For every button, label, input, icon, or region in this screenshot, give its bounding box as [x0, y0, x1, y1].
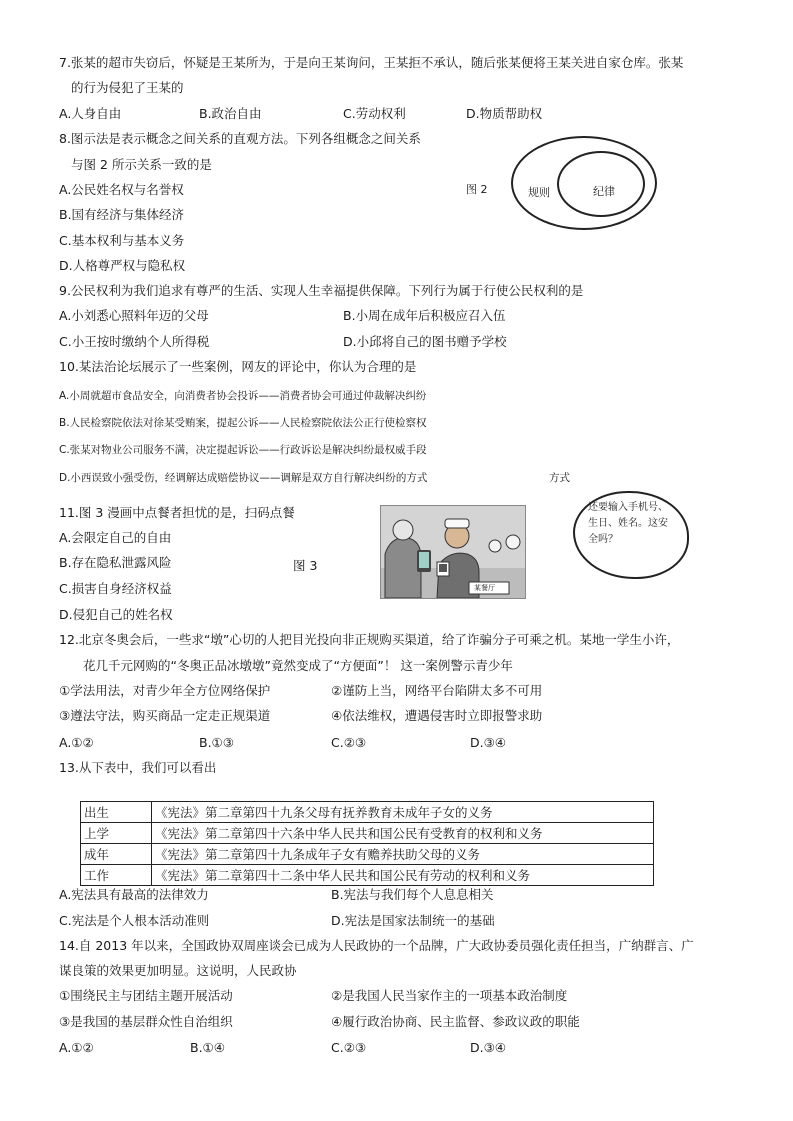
q14-item-1: ①围绕民主与团结主题开展活动	[59, 988, 233, 1003]
q14-stem-line1: 14.自 2013 年以来，全国政协双周座谈会已成为人民政协的一个品牌，广大政协委员强化责任担当，广纳群言、广	[59, 938, 694, 953]
q9-option-c: C.小王按时缴纳个人所得税	[59, 334, 210, 349]
q7-option-d: D.物质帮助权	[466, 106, 543, 121]
table-cell-article: 《宪法》第二章第四十九条成年子女有赡养扶助父母的义务	[152, 844, 654, 865]
q9-option-a: A.小刘悉心照料年迈的父母	[59, 308, 209, 323]
q12-option-b: B.①③	[199, 735, 234, 750]
table-cell-stage: 上学	[81, 823, 152, 844]
q13-stem: 13.从下表中，我们可以看出	[59, 760, 217, 775]
q14-item-2: ②是我国人民当家作主的一项基本政治制度	[331, 988, 568, 1003]
q7-option-a: A.人身自由	[59, 106, 122, 121]
q14-item-4: ④履行政治协商、民主监督、参政议政的职能	[331, 1014, 580, 1029]
q12-item-1: ①学法用法，对青少年全方位网络保护	[59, 683, 271, 698]
q12-stem-line2: 花几千元网购的“冬奥正品冰墩墩”竟然变成了“方便面”！ 这一案例警示青少年	[83, 658, 513, 673]
q9-option-b: B.小周在成年后积极应召入伍	[343, 308, 506, 323]
q10-stem: 10.某法治论坛展示了一些案例，网友的评论中，你认为合理的是	[59, 359, 417, 374]
q8-option-c: C.基本权利与基本义务	[59, 233, 185, 248]
table-cell-stage: 成年	[81, 844, 152, 865]
q11-option-b: B.存在隐私泄露风险	[59, 555, 172, 570]
figure-2-outer-label: 规则	[528, 186, 550, 199]
q12-option-d: D.③④	[470, 735, 507, 750]
q14-stem-line2: 谋良策的效果更加明显。这说明，人民政协	[59, 963, 297, 978]
q14-item-3: ③是我国的基层群众性自治组织	[59, 1014, 233, 1029]
q8-option-a: A.公民姓名权与名誉权	[59, 182, 184, 197]
figure-3-cartoon	[380, 505, 526, 599]
q11-option-c: C.损害自身经济权益	[59, 581, 172, 596]
q8-option-d: D.人格尊严权与隐私权	[59, 258, 186, 273]
q14-option-c: C.②③	[331, 1040, 367, 1055]
q7-stem-line1: 7.张某的超市失窃后，怀疑是王某所为，于是向王某询问，王某拒不承认，随后张某便将王某关进自家仓库。张某	[59, 55, 684, 70]
table-cell-stage: 出生	[81, 802, 152, 823]
cartoon-illustration	[381, 506, 525, 598]
q9-stem: 9.公民权利为我们追求有尊严的生活、实现人生幸福提供保障。下列行为属于行使公民权利的是	[59, 283, 584, 298]
q13-option-d: D.宪法是国家法制统一的基础	[331, 913, 495, 928]
q10-option-a: A.小周就超市食品安全，向消费者协会投诉——消费者协会可通过仲裁解决纠纷	[59, 390, 427, 402]
q13-option-b: B.宪法与我们每个人息息相关	[331, 887, 494, 902]
q11-option-a: A.会限定自己的自由	[59, 530, 172, 545]
q12-item-4: ④依法维权，遭遇侵害时立即报警求助	[331, 708, 543, 723]
q7-option-b: B.政治自由	[199, 106, 262, 121]
q13-option-a: A.宪法具有最高的法律效力	[59, 887, 209, 902]
q8-stem-line1: 8.图示法是表示概念之间关系的直观方法。下列各组概念之间关系	[59, 131, 421, 146]
table-row	[81, 844, 654, 865]
q10-option-b: B.人民检察院依法对徐某受贿案，提起公诉——人民检察院依法公正行使检察权	[59, 417, 427, 429]
q14-option-b: B.①④	[190, 1040, 225, 1055]
q7-stem-line2: 的行为侵犯了王某的	[71, 80, 184, 95]
table-row	[81, 865, 654, 886]
q7-option-c: C.劳动权利	[343, 106, 406, 121]
q10-option-c: C.张某对物业公司服务不满，决定提起诉讼——行政诉讼是解决纠纷最权威手段	[59, 444, 427, 456]
q8-option-b: B.国有经济与集体经济	[59, 207, 185, 222]
table-cell-stage: 工作	[81, 865, 152, 886]
cartoon-sign: 某餐厅	[474, 584, 495, 592]
table-row	[81, 802, 654, 823]
q14-option-a: A.①②	[59, 1040, 94, 1055]
q10-overflow-text: 方式	[549, 472, 570, 484]
table-cell-article: 《宪法》第二章第四十九条父母有抚养教育未成年子女的义务	[152, 802, 654, 823]
q10-option-d: D.小西误致小强受伤，经调解达成赔偿协议——调解是双方自行解决纠纷的方式	[59, 472, 428, 484]
q14-option-d: D.③④	[470, 1040, 507, 1055]
figure-2-inner-label: 纪律	[593, 185, 615, 198]
figure-2-label: 图 2	[466, 183, 488, 196]
q8-stem-line2: 与图 2 所示关系一致的是	[71, 157, 212, 172]
figure-3-label: 图 3	[293, 558, 318, 573]
q11-stem: 11.图 3 漫画中点餐者担忧的是，扫码点餐	[59, 505, 295, 520]
q12-stem-line1: 12.北京冬奥会后，一些求“墩”心切的人把目光投向非正规购买渠道，给了诈骗分子可乘之机。某地一学生小许，	[59, 632, 680, 647]
q12-option-c: C.②③	[331, 735, 367, 750]
q13-table	[80, 801, 654, 886]
q12-option-a: A.①②	[59, 735, 94, 750]
q13-option-c: C.宪法是个人根本活动准则	[59, 913, 210, 928]
q12-item-3: ③遵法守法，购买商品一定走正规渠道	[59, 708, 271, 723]
table-cell-article: 《宪法》第二章第四十六条中华人民共和国公民有受教育的权利和义务	[152, 823, 654, 844]
table-cell-article: 《宪法》第二章第四十二条中华人民共和国公民有劳动的权利和义务	[152, 865, 654, 886]
q9-option-d: D.小邱将自己的图书赠予学校	[343, 334, 507, 349]
table-row	[81, 823, 654, 844]
q12-item-2: ②谨防上当，网络平台陷阱太多不可用	[331, 683, 543, 698]
speech-bubble-text: 还要输入手机号、生日、姓名。这安全吗？	[588, 502, 668, 545]
q11-option-d: D.侵犯自己的姓名权	[59, 607, 173, 622]
